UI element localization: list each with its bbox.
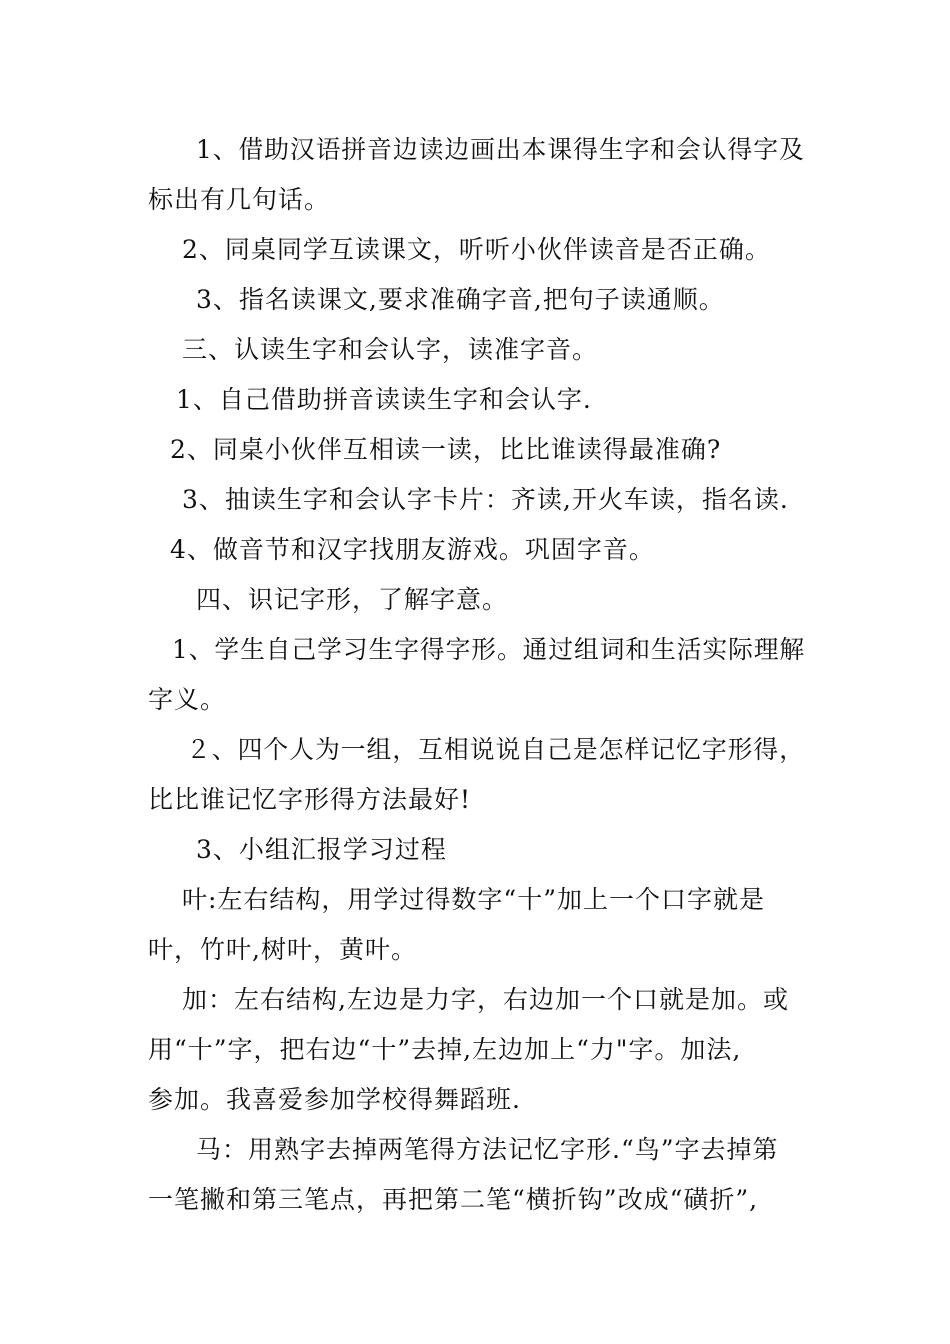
- text-line: 3、抽读生字和会认字卡片：齐读,开火车读，指名读.: [182, 485, 789, 514]
- text-line: 参加。我喜爱参加学校得舞蹈班.: [148, 1085, 521, 1114]
- text-line: 马：用熟字去掉两笔得方法记忆字形.“鸟”字去掉第: [196, 1135, 779, 1164]
- section-heading: 三、认读生字和会认字，读准字音。: [182, 335, 599, 364]
- text-line: ２、四个人为一组，互相说说自己是怎样记忆字形得，: [186, 735, 806, 764]
- section-heading: 四、识记字形，了解字意。: [196, 585, 509, 614]
- text-line: 1、借助汉语拼音边读边画出本课得生字和会认得字及: [196, 135, 805, 164]
- text-line: 3、小组汇报学习过程: [196, 835, 447, 864]
- text-line: 一笔撇和第三笔点，再把第二笔“横折钩”改成“磺折”,: [148, 1185, 759, 1214]
- text-line: 4、做音节和汉字找朋友游戏。巩固字音。: [170, 535, 655, 564]
- text-line: 1、学生自己学习生字得字形。通过组词和生活实际理解: [172, 635, 806, 664]
- text-line: 加：左右结构,左边是力字，右边加一个口就是加。或: [182, 985, 789, 1014]
- text-line: 标出有几句话。: [148, 185, 331, 214]
- text-line: 叶，竹叶,树叶，黄叶。: [148, 935, 417, 964]
- text-line: 2、同桌小伙伴互相读一读，比比谁读得最准确?: [170, 435, 722, 464]
- text-line: 字义。: [148, 685, 227, 714]
- text-line: 3、指名读课文,要求准确字音,把句子读通顺。: [196, 285, 725, 314]
- text-line: 用“十”字，把右边“十”去掉,左边加上“力"字。加法,: [148, 1035, 742, 1064]
- text-line: 叶:左右结构，用学过得数字“十”加上一个口字就是: [182, 885, 765, 914]
- text-line: 1、自己借助拼音读读生字和会认字.: [176, 385, 592, 414]
- text-line: 比比谁记忆字形得方法最好!: [148, 785, 472, 814]
- text-line: 2、同桌同学互读课文，听听小伙伴读音是否正确。: [182, 235, 771, 264]
